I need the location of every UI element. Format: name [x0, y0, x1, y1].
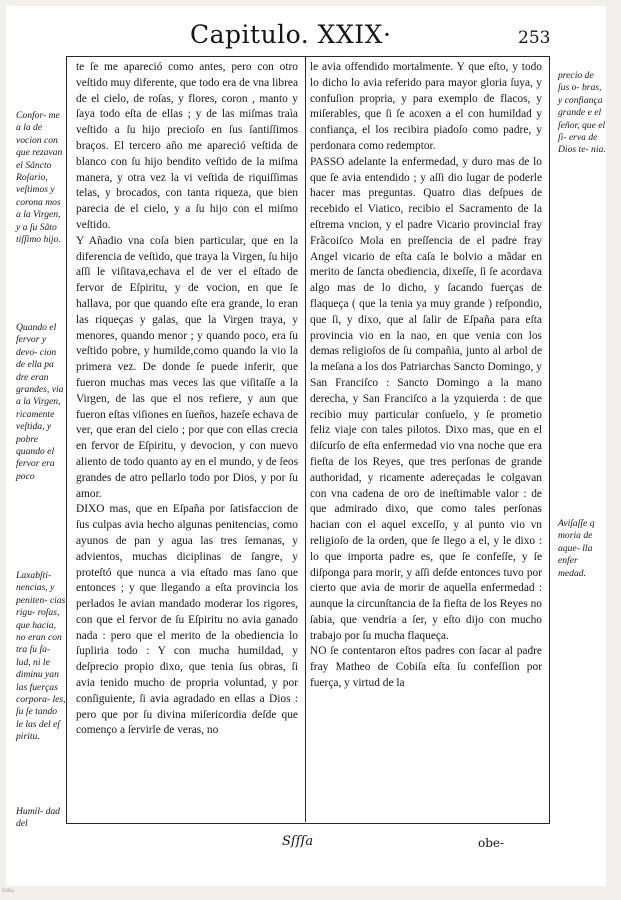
- chapter-title: Capitulo. XXIX·: [190, 20, 392, 49]
- left-paragraph: te ſe me apareció como antes, pero con otro veſtido muy diferente, que todo era de vna librea de el cielo, de roſas, y flores, coron , manto y ſaya todo eſta de ellas ; y de las miſmas traìa veſtido a ſu hijo precioſo en ſus ſantiſſimos braços. El tercero año me apareció veſtida de blanco con ſu hijo bendito veſtido de la miſma manera, y otra vez la vi veſtida de riquiſſimas telas, y brocados, con tanta riqueza, que bien parecia de el cielo, y a ſu hijo con el miſmo veſtido.: [76, 61, 298, 231]
- catchword: obe-: [478, 836, 505, 850]
- left-text-column: [76, 60, 298, 739]
- right-paragraph: PASSO adelante la enfermedad, y duro mas de lo que ſe avia entendido ; y aſſi dio lugar de poderle hacer mas preguntas. Quatro dias deſpues de recebido el Viatico, recibio el Sacramento de la eſtrema vncion, y el padre Vicario provincial fray Frãcoiſco Mola en preſſencia de el padre fray Angel vicario de eſta caſa le bolvio a mãdar en merito de ſancta obediencia, dixeſſe, ſi ſe acordava algo mas de lo dicho, y ſacando fuerças de flaqueça ( que la tenia ya muy grande ) reſpondio, que ſi, y dixo, que al ſalir de Eſpaña para eſta provincia vio en la nao, en que venia con los demas religioſos de ſu compañia, junto al arbol de la meſana a los dos Patriarchas Sancto Domingo, y San Franciſco : Sancto Domingo a la mano derecha, y San Franciſco a la yzquierda : de que recibio muy particular conſuelo, y ſe prometio feliz viaje con tales pilotos. Dixo mas, que en el diſcurſo de eſta enfermedad vio vna noche que era fieſta de los Reyes, que tres perſonas de grande authoridad, y ricamente adereçadas le colgavan con vna cadena de oro de ineſtimable valor : de que admirado dixo, que como tales perſonas hacian con el aquel exceſſo, y al punto vio vn religioſo de la orden, que ſe llego a el, y le dixo : lo que importa padre es, que ſe confeſſe, y ſe diſponga para morir, y aſſi deſde entonces tuvo por cierto que avia de morir de aquella enfermedad : aunque la circunſtancia de la fieſta de los Reyes no ſabia, que vendria a ſer, y eſto dijo con mucho trabajo por ſu mucha flaqueça.: [310, 155, 542, 642]
- left-paragraph: Y Añadio vna coſa bien particular, que en la diferencia de veſtido, que traya la Virgen, ſu hijo aſſi le viſitava,echava el de ver el eſtado de fervor de Eſpiritu, y de vocion, en que ſe hallava, por que quando eſte era grande, lo eran las riqueças y galas, que la Virgen traya, y menores, quando menor ; y quando poco, era ſu veſtido pobre, y humilde,como quando la vio la primera vez. De donde ſe puede inferir, que fueron muchas mas veces las que viſitaſſe a la Virgen, de las que el nos refiere, y aun que fueron eſtas viſiones en ſueños, hazeſe echava de ver, que eran del cielo ; por que con ellas crecia en fervor de Eſpiritu, y devocion, y con nuevo aliento de todo quanto ay en el mundo, y de ſeos grandes de atro pellarlo todo por Dios, y por ſu amor.: [76, 234, 298, 500]
- margin-note-left: Humil- dad del: [16, 806, 60, 830]
- page-number: 253: [518, 28, 551, 48]
- right-paragraph: NO ſe contentaron eſtos padres con ſacar al padre fray Matheo de Cobiſa eſta ſu confeſſion por fuerça, y virtud de la: [310, 645, 542, 690]
- right-text-column: [310, 60, 542, 692]
- right-paragraph: le avia offendido mortalmente. Y que eſto, y todo lo dicho lo avia referido para mayor gloria ſuya, y confuſion propria, y para exemplo de flacos, y miſerables, que ſi ſe acoxen a el con humildad y confiança, el los recibira piadoſo como padre, y perdonara como redemptor.: [310, 61, 542, 152]
- signature-mark: Sſſſa: [282, 834, 314, 849]
- margin-note-right: Aviſaſſe q moria de aque- lla enfer medad.: [558, 518, 595, 579]
- corner-label: Sſſſa: [2, 888, 14, 894]
- column-divider: [305, 56, 306, 822]
- margin-note-left: Quando el fervor y devo- cion de ella pa dre eran grandes, via a la Virgen, ricamente veſtida, y pobre quando el fervor era poco: [16, 322, 64, 482]
- left-paragraph: DIXO mas, que en Eſpaña por ſatisfaccion de ſus culpas avia hecho algunas penitencias, como ayunos de pan y agua las tres ſemanas, y advientos, muchas diciplinas de ſangre, y proteſtó que nunca a via eſtado mas ſano que entonces ; y que llegando a eſta provincia los perlados le avian mandado moderar los rigores, con que el fervor de ſu Eſpiritu no avia ganado nada : pero que el merito de la obediencia lo ſupliria todo : Y con mucha humildad, y deſprecio propio dixo, que tenia ſus obras, ſi avia tenido mucho de propria voluntad, y por conſiguiente, ſi avia agradado en ellas a Dios : pero que por ſu divina miſericordia deſde que començo a ſervirle de veras, no: [76, 503, 298, 737]
- margin-note-left: Confor- me a la de vocion con que rezavan el Sãncto Roſario, veſtimos y corona mos a la Virgen, y a ſu Sãto tiſſimo hijo.: [16, 110, 63, 246]
- margin-note-left: Laxabſti- nencias, y peniten- cias rigu- roſas, que hacia, no eran con tra ſu ſa- lud, ni le diminu yan las fuerças corpora- les, ſu ſe tando le las del eſ piritu.: [16, 570, 66, 743]
- margin-note-right: precio de ſus o- bras, y confiança grande e el ſeñor, que el ſi- erva de Dios te- nia.: [558, 70, 606, 156]
